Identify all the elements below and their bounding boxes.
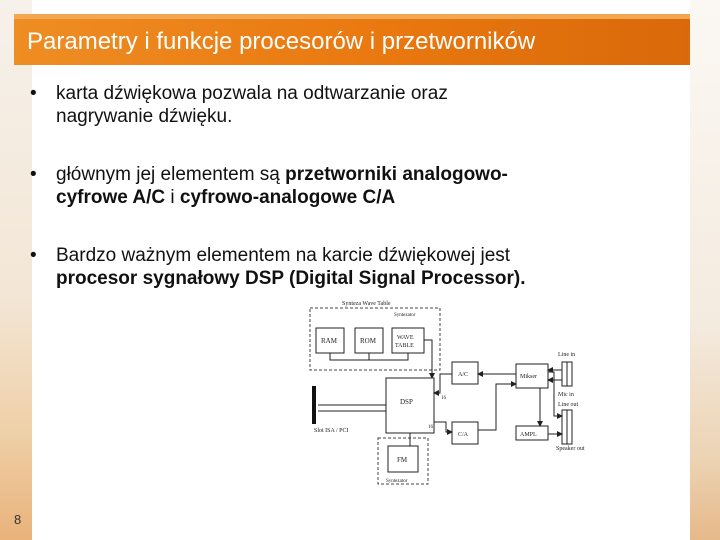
page-number: 8 (14, 512, 22, 527)
mikser-label: Mikser (520, 374, 537, 380)
fm-label: FM (397, 456, 408, 464)
bullet-marker: • (30, 245, 37, 266)
bullet-1-line2: nagrywanie dźwięku. (56, 106, 233, 127)
ampl-label: AMPL (520, 432, 537, 438)
ca-label: C/A (458, 432, 469, 438)
ram-label: RAM (321, 337, 337, 345)
left-decor-bar (0, 0, 32, 540)
ac-to-dsp (434, 374, 452, 393)
bits-label-a: 16 (441, 396, 446, 401)
ca-to-mikser (478, 384, 516, 430)
bullet-marker: • (30, 164, 37, 185)
slot-label: Slot ISA / PCI (314, 428, 349, 434)
bullet-3-line1: Bardzo ważnym elementem na karcie dźwiękowej jest (56, 245, 511, 266)
line-out-label: Line out (558, 402, 579, 408)
bullet-1-line1: karta dźwiękowa pozwala na odtwarzanie oraz (56, 83, 448, 104)
bullet-2 (30, 163, 680, 209)
wavetable-label-2: TABLE (395, 343, 414, 349)
bullet-3-line2: procesor sygnałowy DSP (Digital Signal Processor). (56, 268, 526, 289)
speaker-out-label: Speaker out (556, 446, 585, 452)
right-decor-bar (690, 0, 720, 540)
wavetable-group-title: Synteza Wave Table (342, 301, 391, 307)
dsp-to-ca (434, 422, 452, 432)
rom-label: ROM (360, 337, 376, 345)
bullet-1 (30, 82, 680, 128)
wavetable-label-1: WAVE (397, 335, 414, 341)
slot-bar (312, 386, 316, 424)
bullet-2-bold-a: przetworniki analogowo- (285, 164, 508, 185)
bullet-2-line2 (56, 186, 680, 209)
wavetable-group-sub: Syntezator (394, 313, 416, 318)
mic-in-label: Mic in (558, 392, 574, 398)
fm-sub-label: Syntezator (386, 479, 408, 484)
bullet-2-bold-c: cyfrowo-analogowe C/A (179, 187, 396, 208)
bullet-3 (30, 244, 680, 290)
wavetable-to-dsp (424, 340, 432, 378)
slide-title: Parametry i funkcje procesorów i przetworników (27, 28, 536, 55)
ac-label: A/C (458, 372, 469, 378)
bullet-2-plain-a: głównym jej elementem są (56, 164, 286, 185)
bullet-marker: • (30, 83, 37, 104)
bullet-2-plain-b: i (165, 187, 180, 208)
dsp-label: DSP (400, 398, 413, 406)
bits-label-b: 16 (428, 425, 433, 430)
sound-card-diagram (300, 298, 600, 494)
line-in-label: Line in (558, 352, 576, 358)
bullet-2-bold-b: cyfrowe A/C (56, 187, 166, 208)
bullet-2-line1 (56, 163, 680, 186)
